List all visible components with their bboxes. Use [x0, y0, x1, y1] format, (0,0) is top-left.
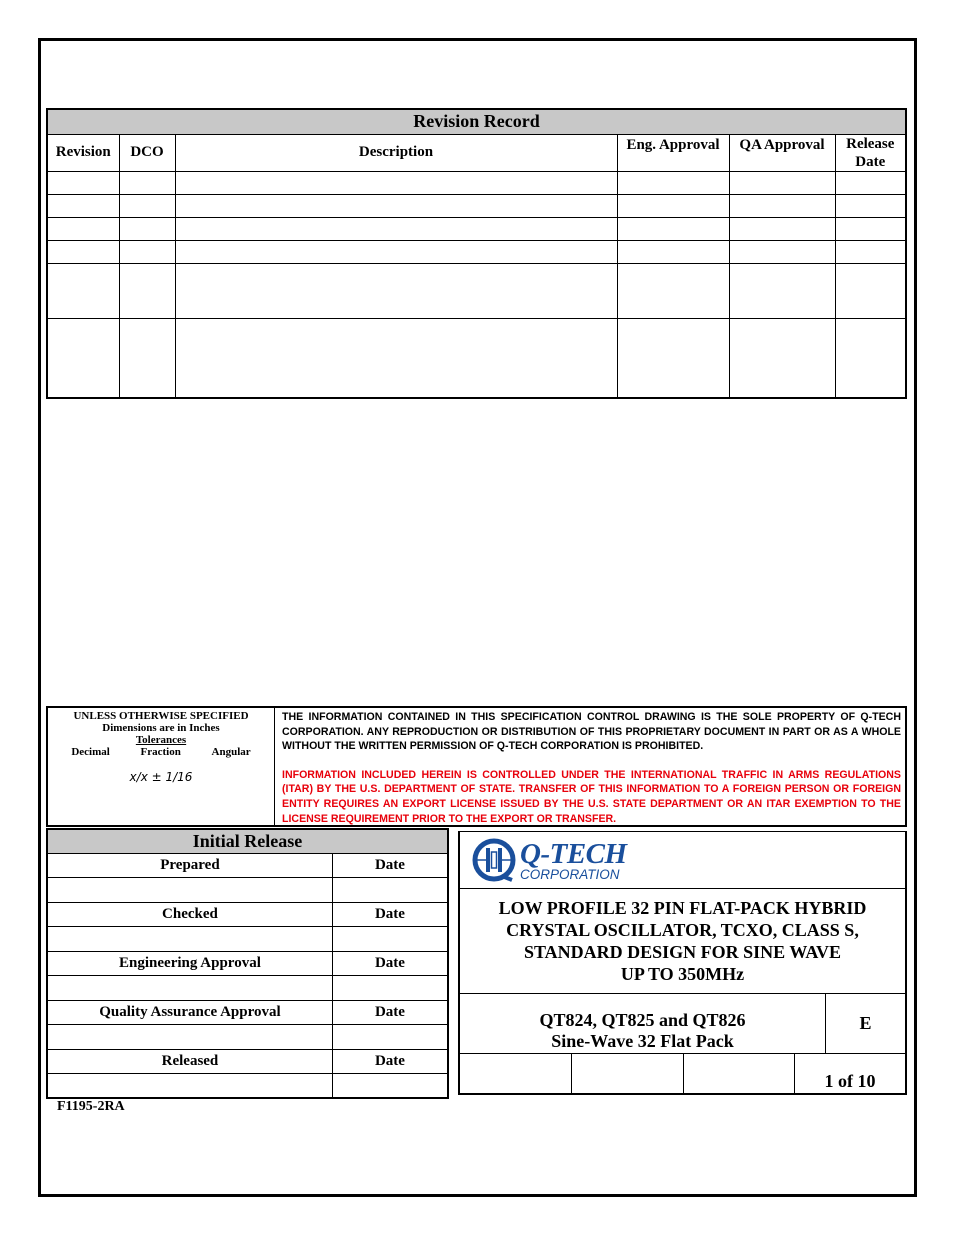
table-row	[47, 927, 448, 952]
tolerances-block	[48, 708, 275, 825]
angular-label: Angular	[211, 746, 251, 758]
initial-release-table	[46, 828, 449, 1099]
dimensions-text: Dimensions are in Inches	[102, 722, 220, 734]
table-row	[47, 878, 448, 903]
part-numbers: QT824, QT825 and QT826	[539, 1010, 746, 1030]
column-eng-approval: Eng. Approval	[617, 134, 729, 171]
logo-subtitle: CORPORATION	[520, 866, 620, 882]
initial-release-title: Initial Release	[47, 829, 448, 853]
table-row	[47, 1025, 448, 1050]
column-revision: Revision	[47, 134, 119, 171]
table-row	[47, 217, 906, 240]
fraction-label: Fraction	[140, 746, 181, 758]
revision-record-title: Revision Record	[47, 109, 906, 134]
revision-letter: E	[825, 994, 905, 1053]
table-row	[47, 976, 448, 1001]
table-row	[47, 171, 906, 194]
table-row	[47, 263, 906, 318]
logo-text	[520, 837, 627, 882]
table-row	[47, 853, 448, 878]
date-label: Date	[332, 1000, 448, 1025]
prepared-label: Prepared	[47, 853, 332, 878]
column-description: Description	[175, 134, 617, 171]
divider	[571, 1054, 572, 1094]
released-label: Released	[47, 1049, 332, 1074]
q-tech-logo-icon	[472, 838, 516, 882]
date-label: Date	[332, 951, 448, 976]
part-number	[460, 1010, 825, 1052]
title-line: LOW PROFILE 32 PIN FLAT-PACK HYBRID	[498, 898, 867, 918]
title-line: CRYSTAL OSCILLATOR, TCXO, CLASS S,	[506, 920, 859, 940]
checked-label: Checked	[47, 902, 332, 927]
table-row	[47, 318, 906, 398]
fraction-tolerance-value: x/x ± 1/16	[129, 770, 193, 784]
decimal-label: Decimal	[71, 746, 110, 758]
column-release-date: Release Date	[835, 134, 906, 171]
page-number: 1 of 10	[824, 1071, 876, 1091]
notice-block	[46, 706, 907, 827]
table-row	[47, 1074, 448, 1099]
date-label: Date	[332, 902, 448, 927]
tolerance-columns	[48, 746, 274, 758]
unless-specified-text: UNLESS OTHERWISE SPECIFIED	[73, 710, 249, 722]
date-label: Date	[332, 1049, 448, 1074]
proprietary-notice: THE INFORMATION CONTAINED IN THIS SPECIFICATION CONTROL DRAWING IS THE SOLE PROPERTY OF Q-TECH CORPORATION. ANY REPRODUCTION OR DISTRIBUTION OF THIS PROPRIETARY DOCUMENT IN PART OR AS A WHOLE WITHOUT THE WRITTEN PERMISSION OF Q-TECH CORPORATION IS PROHIBITED.	[282, 711, 901, 753]
title-block	[458, 831, 907, 1095]
logo-cell	[460, 832, 905, 889]
tolerances-label: Tolerances	[135, 734, 187, 746]
table-row	[47, 1049, 448, 1074]
itar-notice: INFORMATION INCLUDED HEREIN IS CONTROLLED UNDER THE INTERNATIONAL TRAFFIC IN ARMS REGULATIONS (ITAR) BY THE U.S. DEPARTMENT OF STATE. TRANSFER OF THIS INFORMATION TO A FOREIGN PERSON OR FOREIGN ENTITY REQUIRES AN EXPORT LICENSE ISSUED BY THE U.S. STATE DEPARTMENT OR AN ITAR EXEMPTION TO THE LICENSE REQUIREMENT PRIOR TO THE EXPORT OR TRANSFER.	[282, 768, 901, 825]
table-row	[47, 902, 448, 927]
title-line: STANDARD DESIGN FOR SINE WAVE	[523, 942, 842, 962]
title-line: UP TO 350MHz	[620, 964, 745, 984]
date-label: Date	[332, 853, 448, 878]
engineering-approval-label: Engineering Approval	[47, 951, 332, 976]
table-row	[47, 1000, 448, 1025]
part-row	[460, 993, 905, 1054]
notice-text	[282, 710, 901, 826]
table-row	[47, 951, 448, 976]
table-row	[47, 194, 906, 217]
divider	[683, 1054, 684, 1094]
qa-approval-label: Quality Assurance Approval	[47, 1000, 332, 1025]
part-description: Sine-Wave 32 Flat Pack	[551, 1031, 734, 1051]
form-number: F1195-2RA	[57, 1099, 125, 1114]
drawing-title	[460, 897, 905, 985]
logo-name: Q-TECH	[520, 837, 627, 870]
table-row	[47, 240, 906, 263]
column-qa-approval: QA Approval	[729, 134, 835, 171]
revision-record-table	[46, 108, 907, 399]
column-dco: DCO	[119, 134, 175, 171]
